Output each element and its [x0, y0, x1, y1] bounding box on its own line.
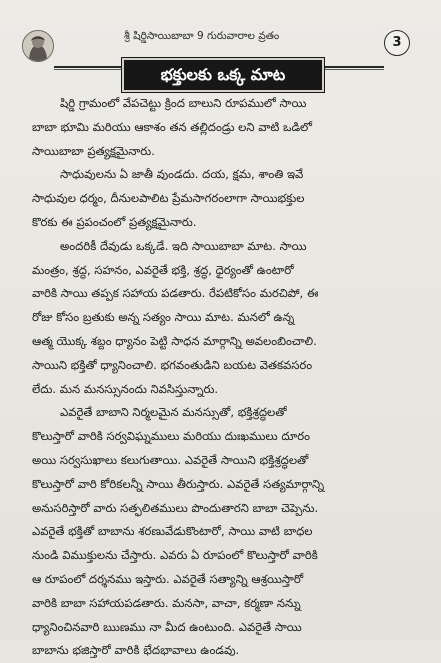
text-line: షిర్డి గ్రామంలో వేపచెట్టు క్రింద బాలుని రూపములో సాయి: [60, 96, 307, 110]
text-line: ఆ రూపంలో దర్శనము ఇస్తారు. ఎవరైతే సత్యాన్ని ఆశ్రయిస్తారో: [32, 571, 304, 586]
text-line: సాయిబాబా ప్రత్యక్షమైనారు.: [32, 143, 155, 158]
text-line: నుండి విముక్తులను చేస్తారు. ఎవరు ఏ రూపంలో కొలుస్తారో వారికి: [32, 548, 318, 563]
page-header: [6, 22, 404, 58]
text-line: ధ్యానించినవారి ఋణము నా మీద ఉంటుంది. ఎవరైతే సాయి: [32, 619, 302, 634]
text-line: వారికి బాబా సహాయపడతారు. మనసా, వాచా, కర్మణా నన్ను: [32, 595, 301, 610]
text-line: కొరకు ఈ ప్రపంచంలో ప్రత్యక్షమైనారు.: [32, 214, 197, 229]
text-line: ఎవరైతే బాబాని నిర్మలమైన మనస్సుతో, భక్తిశ్రద్ధలతో: [60, 405, 287, 420]
page-title: భక్తులకు ఒక్క మాట: [122, 58, 324, 92]
text-line: బాబాను భజిస్తారో వారికి భేదభావాలు ఉండవు.: [32, 643, 240, 658]
text-line: లేదు. మన మనస్సునందు నివసిస్తున్నారు.: [32, 381, 219, 396]
text-line: కొలుస్తారో వారికి సర్వవిఘ్నములు మరియు దుఃఖములు దూరం: [32, 429, 311, 444]
page-number: 3: [384, 30, 410, 56]
header-title: శ్రీ షిర్డిసాయిబాబా 9 గురువారాల వ్రతం: [124, 30, 280, 42]
text-line: ఆత్మ యొక్క శబ్దం ధ్యానం పెట్టి సాధన మార్గాన్ని అవలంబించాలి.: [32, 333, 317, 348]
text-line: సాయిని భక్తితో ధ్యానించాలి. భగవంతుడిని బయట వెతకవసరం: [32, 357, 313, 372]
sai-baba-portrait-icon: [22, 30, 54, 62]
text-line: సాధువులను ఏ జాతీ వుండదు. దయ, క్షమ, శాంతి ఇవే: [60, 167, 304, 182]
text-line: అందరికీ దేవుడు ఒక్కడే. ఇది సాయిబాబా మాట. సాయి: [60, 238, 307, 253]
text-line: మంత్రం, శ్రద్ధ, సహనం, ఎవరైతే భక్తి, శ్రద్ధ, ధైర్యంతో ఉంటారో: [32, 262, 294, 277]
body-text: [32, 92, 412, 658]
text-line: కొలుస్తారో వారి కోరికలన్నీ సాయి తీరుస్తారు. ఎవరైతే సత్యమార్గాన్ని: [32, 476, 325, 491]
text-line: రోజు కోసం బ్రతుకు అన్న సత్యం సాయి మాట. మనలో ఉన్న: [32, 310, 295, 325]
text-line: సాధువుల ధర్మం, దీనులపాలిట ప్రేమసాగరంలాగా సాయిభక్తుల: [32, 191, 305, 206]
text-line: బాబా భూమి మరియు ఆకాశం తన తల్లిదండ్రు లని వాటి ఒడిలో: [32, 119, 312, 134]
text-line: ఎవరైతే భక్తితో బాబాను శరణువేడుకొంటారో, సాయి వాటి బాధల: [32, 524, 313, 539]
text-line: వారికి సాయి తప్పక సహాయ పడతారు. రేపటికోసం మరచిపో, ఈ: [32, 286, 319, 301]
text-line: అయి సర్వసుఖాలు కలుగుతాయి. ఎవరైతే సాయిని భక్తిశ్రద్ధలతో: [32, 452, 309, 467]
text-line: అనుసరిస్తారో వారు సత్ఫలితములు పొందుతారని బాబా చెప్పెను.: [32, 500, 319, 515]
